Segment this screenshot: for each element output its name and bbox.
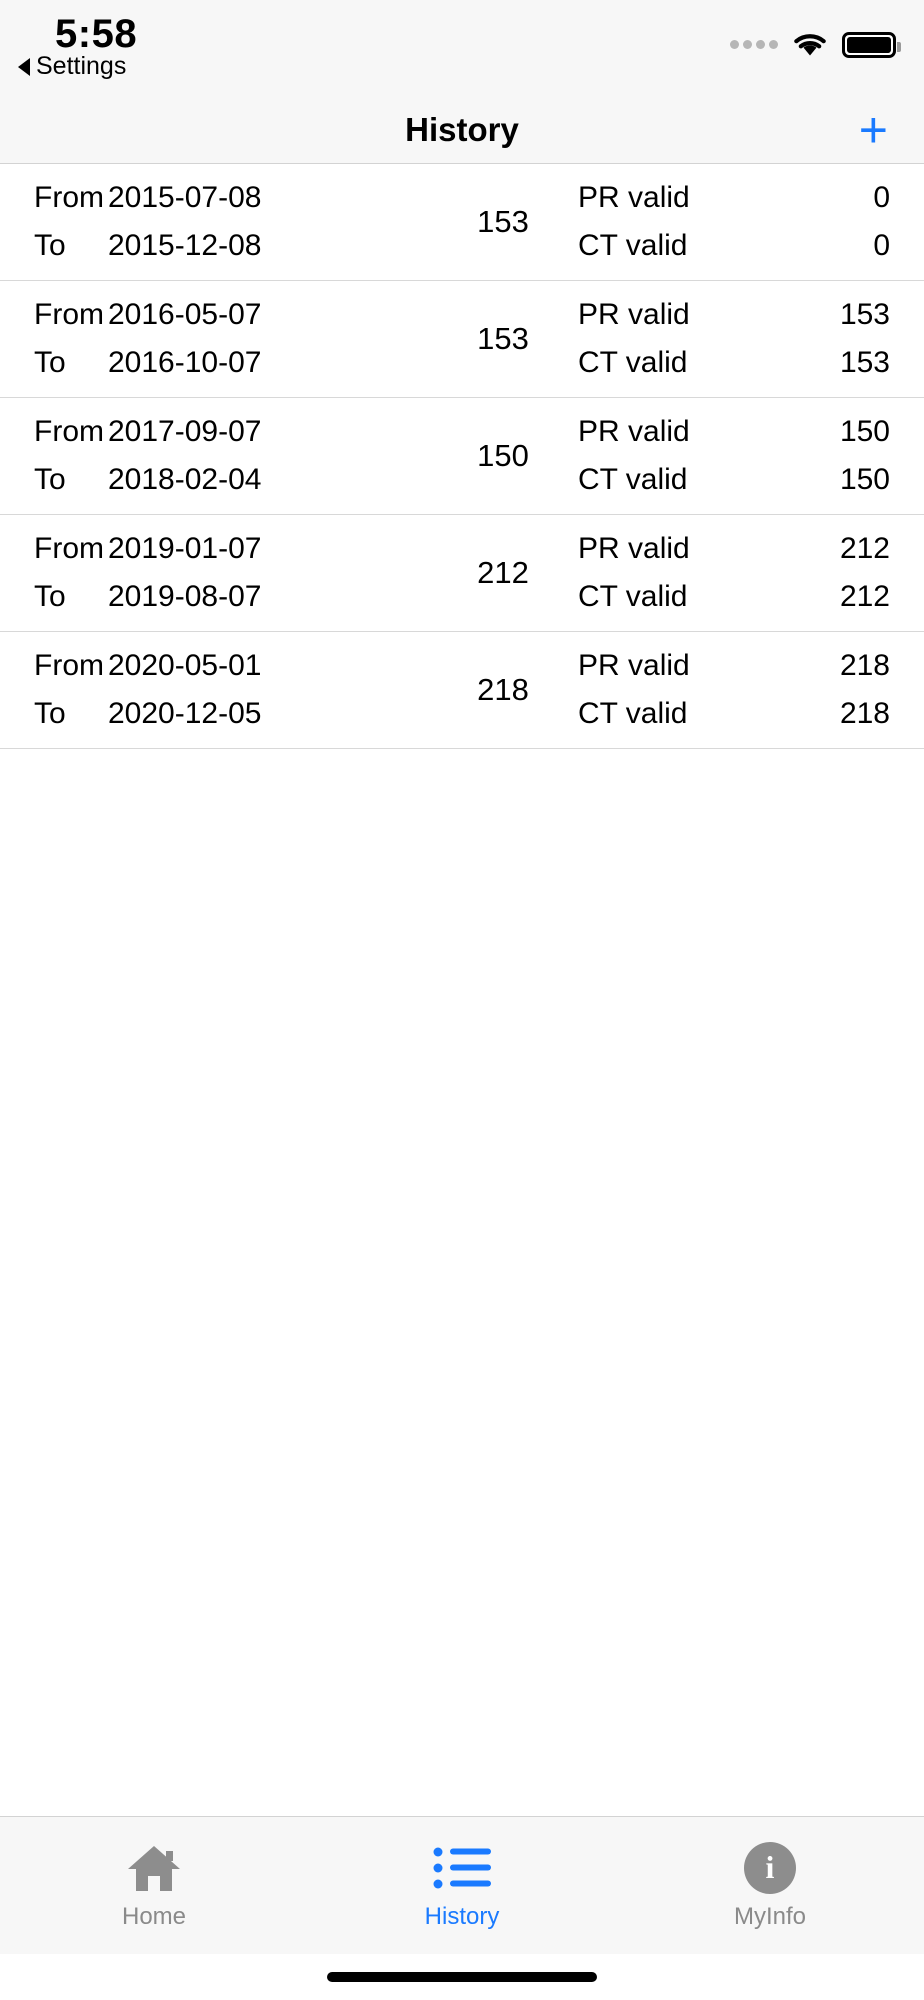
signal-dots-icon: [730, 40, 778, 49]
tab-bar: [0, 1816, 924, 1954]
from-value: 2019-01-07: [108, 532, 262, 565]
row-from: [34, 415, 428, 449]
ct-valid-label: CT valid: [578, 697, 688, 730]
ct-valid-label: CT valid: [578, 463, 688, 496]
row-from: [34, 532, 428, 566]
pr-valid-label: PR valid: [578, 532, 690, 565]
back-to-settings-button[interactable]: [18, 52, 126, 81]
status-indicators: [730, 30, 896, 59]
from-value: 2016-05-07: [108, 298, 262, 331]
row-to: [34, 346, 428, 380]
to-label: To: [34, 580, 66, 613]
row-ct-valid: [578, 463, 890, 497]
ct-valid-value: 150: [839, 463, 890, 496]
list-icon: [433, 1841, 491, 1895]
wifi-icon: [790, 30, 830, 59]
row-dates: [0, 649, 428, 731]
pr-valid-value: 0: [873, 181, 890, 214]
row-valids: [578, 532, 924, 614]
tab-myinfo-label: MyInfo: [733, 1902, 807, 1930]
to-label: To: [34, 346, 66, 379]
table-row[interactable]: [0, 398, 924, 515]
home-indicator[interactable]: [327, 1972, 597, 1982]
from-value: 2015-07-08: [108, 181, 262, 214]
row-valids: [578, 415, 924, 497]
pr-valid-label: PR valid: [578, 415, 690, 448]
to-value: 2016-10-07: [108, 346, 262, 379]
pr-valid-value: 153: [839, 298, 890, 331]
ct-valid-value: 0: [873, 229, 890, 262]
ct-valid-value: 212: [839, 580, 890, 613]
to-value: 2019-08-07: [108, 580, 262, 613]
tab-myinfo[interactable]: [616, 1817, 924, 1954]
from-value: 2020-05-01: [108, 649, 262, 682]
to-value: 2018-02-04: [108, 463, 262, 496]
ct-valid-value: 218: [839, 697, 890, 730]
history-list: [0, 164, 924, 1816]
row-ct-valid: [578, 346, 890, 380]
pr-valid-value: 218: [839, 649, 890, 682]
back-label: Settings: [36, 52, 127, 80]
row-count: 212: [477, 555, 529, 590]
row-from: [34, 181, 428, 215]
row-pr-valid: [578, 298, 890, 332]
status-time: 5:58: [55, 12, 138, 56]
ct-valid-label: CT valid: [578, 229, 688, 262]
ct-valid-value: 153: [839, 346, 890, 379]
row-count: 153: [477, 204, 529, 239]
battery-full-icon: [842, 32, 896, 58]
to-label: To: [34, 463, 66, 496]
pr-valid-label: PR valid: [578, 649, 690, 682]
from-label: From: [34, 181, 104, 214]
pr-valid-label: PR valid: [578, 181, 690, 214]
row-ct-valid: [578, 697, 890, 731]
to-value: 2020-12-05: [108, 697, 262, 730]
row-count: 150: [477, 438, 529, 473]
from-value: 2017-09-07: [108, 415, 262, 448]
table-row[interactable]: [0, 281, 924, 398]
row-pr-valid: [578, 415, 890, 449]
table-row[interactable]: [0, 632, 924, 749]
row-valids: [578, 181, 924, 263]
to-value: 2015-12-08: [108, 229, 262, 262]
row-ct-valid: [578, 229, 890, 263]
pr-valid-value: 150: [839, 415, 890, 448]
to-label: To: [34, 229, 66, 262]
from-label: From: [34, 415, 104, 448]
row-to: [34, 229, 428, 263]
home-icon: [125, 1841, 183, 1895]
row-to: [34, 697, 428, 731]
pr-valid-label: PR valid: [578, 298, 690, 331]
row-dates: [0, 298, 428, 380]
ct-valid-label: CT valid: [578, 580, 688, 613]
tab-home[interactable]: [0, 1817, 308, 1954]
row-valids: [578, 298, 924, 380]
row-ct-valid: [578, 580, 890, 614]
from-label: From: [34, 298, 104, 331]
from-label: From: [34, 649, 104, 682]
row-to: [34, 580, 428, 614]
from-label: From: [34, 532, 104, 565]
info-circle-glyph: i: [744, 1842, 796, 1894]
row-pr-valid: [578, 649, 890, 683]
tab-home-label: Home: [121, 1902, 187, 1930]
table-row[interactable]: [0, 515, 924, 632]
tab-history[interactable]: [308, 1817, 616, 1954]
row-count: 218: [477, 672, 529, 707]
row-pr-valid: [578, 181, 890, 215]
row-valids: [578, 649, 924, 731]
tab-history-label: History: [424, 1902, 500, 1930]
add-record-button[interactable]: +: [858, 101, 888, 158]
row-dates: [0, 415, 428, 497]
row-from: [34, 298, 428, 332]
row-dates: [0, 532, 428, 614]
row-dates: [0, 181, 428, 263]
status-bar: [0, 0, 924, 96]
info-icon: [744, 1841, 796, 1895]
page-title: History: [405, 110, 519, 148]
pr-valid-value: 212: [839, 532, 890, 565]
row-to: [34, 463, 428, 497]
nav-bar: [0, 96, 924, 164]
to-label: To: [34, 697, 66, 730]
row-from: [34, 649, 428, 683]
ct-valid-label: CT valid: [578, 346, 688, 379]
home-indicator-area: [0, 1954, 924, 2000]
table-row[interactable]: [0, 164, 924, 281]
back-arrow-icon: [18, 58, 30, 76]
row-pr-valid: [578, 532, 890, 566]
row-count: 153: [477, 321, 529, 356]
